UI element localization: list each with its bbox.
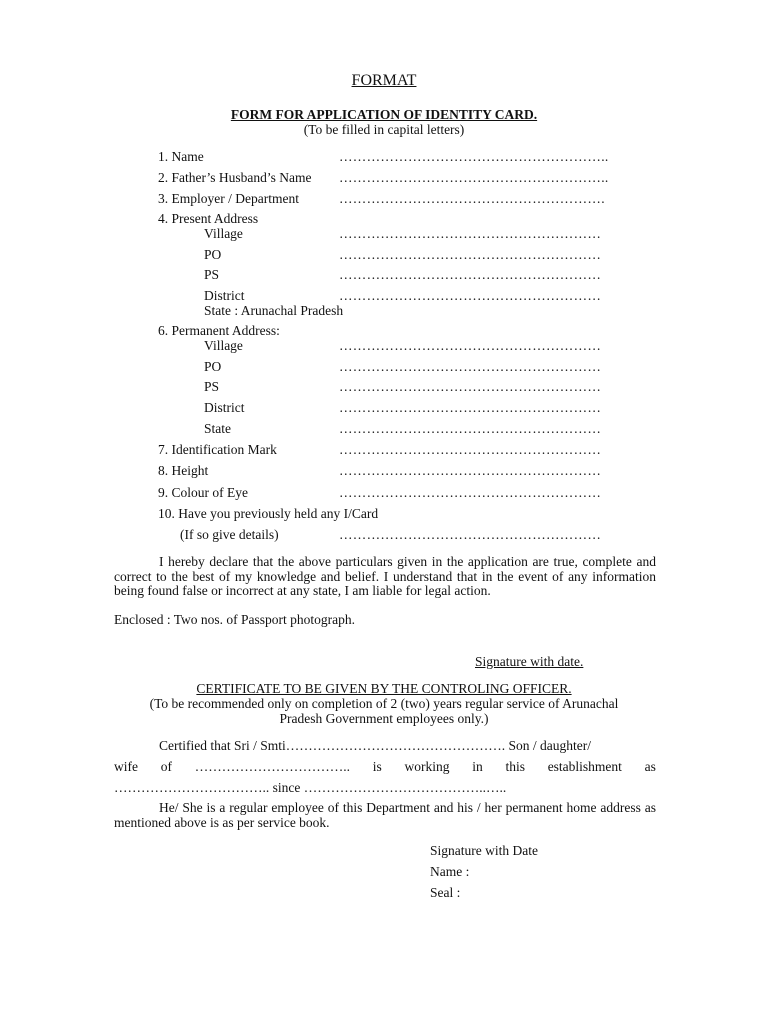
perm-state-label: State: [204, 421, 231, 436]
eye-colour-dots: …………………………………………………: [339, 485, 602, 500]
present-address-heading: 4. Present Address: [158, 211, 259, 226]
relation-word-of: of: [160, 759, 172, 774]
relation-word-working: working: [404, 759, 450, 774]
field-fathers-name-label: 2. Father’s Husband’s Name: [158, 170, 312, 185]
relation-word-wife: wife: [114, 759, 138, 774]
height-dots: …………………………………………………: [339, 463, 602, 478]
form-title: FORM FOR APPLICATION OF IDENTITY CARD.: [230, 107, 538, 122]
field-employer-dots: ………………………………………………….: [339, 191, 605, 206]
form-subtitle: (To be filled in capital letters): [303, 122, 465, 137]
perm-district-dots: …………………………………………………: [339, 400, 602, 415]
perm-ps-dots: …………………………………………………: [339, 379, 602, 394]
present-district-label: District: [204, 288, 245, 303]
page-title: FORMAT: [351, 72, 417, 89]
relation-word-this: this: [505, 759, 525, 774]
present-village-dots: …………………………………………………: [339, 226, 602, 241]
relation-word-is: is: [372, 759, 382, 774]
certified-line: [159, 738, 591, 754]
officer-signature-label: Signature with Date: [430, 843, 538, 858]
certificate-subtitle-1: (To be recommended only on completion of 2 (two) years regular service of Arunachal: [149, 696, 619, 711]
identification-mark-label: 7. Identification Mark: [158, 442, 277, 457]
relation-word-as: as: [644, 759, 656, 774]
designation-since-line: …………………………….. since …………………………………..…..: [114, 780, 507, 795]
field-name-dots: …………………………………………………..: [339, 149, 609, 164]
officer-name-label: Name :: [430, 864, 470, 879]
relation-word-establishment: establishment: [547, 759, 622, 774]
declaration-text: I hereby declare that the above particulars given in the application are true, complete and correct to the best of my knowledge and belief. I understand that in the event of any information being found false or incorrect at any state, I am liable for legal action.: [114, 554, 656, 598]
perm-village-label: Village: [204, 338, 243, 353]
relation-word-in: in: [472, 759, 483, 774]
officer-seal-label: Seal :: [430, 885, 461, 900]
perm-po-label: PO: [204, 359, 222, 374]
present-po-dots: …………………………………………………: [339, 247, 602, 262]
relation-name-dots: ……………………………..: [194, 759, 350, 774]
permanent-address-heading: 6. Permanent Address:: [158, 323, 280, 338]
present-district-dots: …………………………………………………: [339, 288, 602, 303]
height-label: 8. Height: [158, 463, 209, 478]
field-employer-label: 3. Employer / Department: [158, 191, 299, 206]
previous-icard-label: 10. Have you previously held any I/Card: [158, 506, 379, 521]
certified-prefix: Certified that Sri / Smti: [159, 738, 286, 753]
certified-name-dots: …………………………………………: [285, 738, 502, 753]
if-so-label: (If so give details): [180, 527, 279, 542]
field-fathers-name-dots: …………………………………………………..: [339, 170, 609, 185]
relation-line: [114, 759, 656, 775]
eye-colour-label: 9. Colour of Eye: [158, 485, 248, 500]
identification-mark-dots: …………………………………………………: [339, 442, 602, 457]
field-name-label: 1. Name: [158, 149, 204, 164]
certificate-title: CERTIFICATE TO BE GIVEN BY THE CONTROLING OFFICER.: [196, 681, 572, 696]
employee-statement: He/ She is a regular employee of this Department and his / her permanent home address as mentioned above is as per service book.: [114, 800, 656, 830]
perm-po-dots: …………………………………………………: [339, 359, 602, 374]
perm-district-label: District: [204, 400, 245, 415]
certified-suffix: . Son / daughter/: [501, 738, 591, 753]
perm-village-dots: …………………………………………………: [339, 338, 602, 353]
certificate-subtitle-2: Pradesh Government employees only.): [279, 711, 489, 726]
enclosed-text: Enclosed : Two nos. of Passport photograph.: [114, 612, 356, 627]
perm-state-dots: …………………………………………………: [339, 421, 602, 436]
if-so-dots: …………………………………………………: [339, 527, 602, 542]
present-ps-dots: …………………………………………………: [339, 267, 602, 282]
perm-ps-label: PS: [204, 379, 220, 394]
present-village-label: Village: [204, 226, 243, 241]
applicant-signature-label: Signature with date.: [475, 654, 584, 669]
present-state-label: State : Arunachal Pradesh: [204, 303, 344, 318]
present-po-label: PO: [204, 247, 222, 262]
present-ps-label: PS: [204, 267, 220, 282]
